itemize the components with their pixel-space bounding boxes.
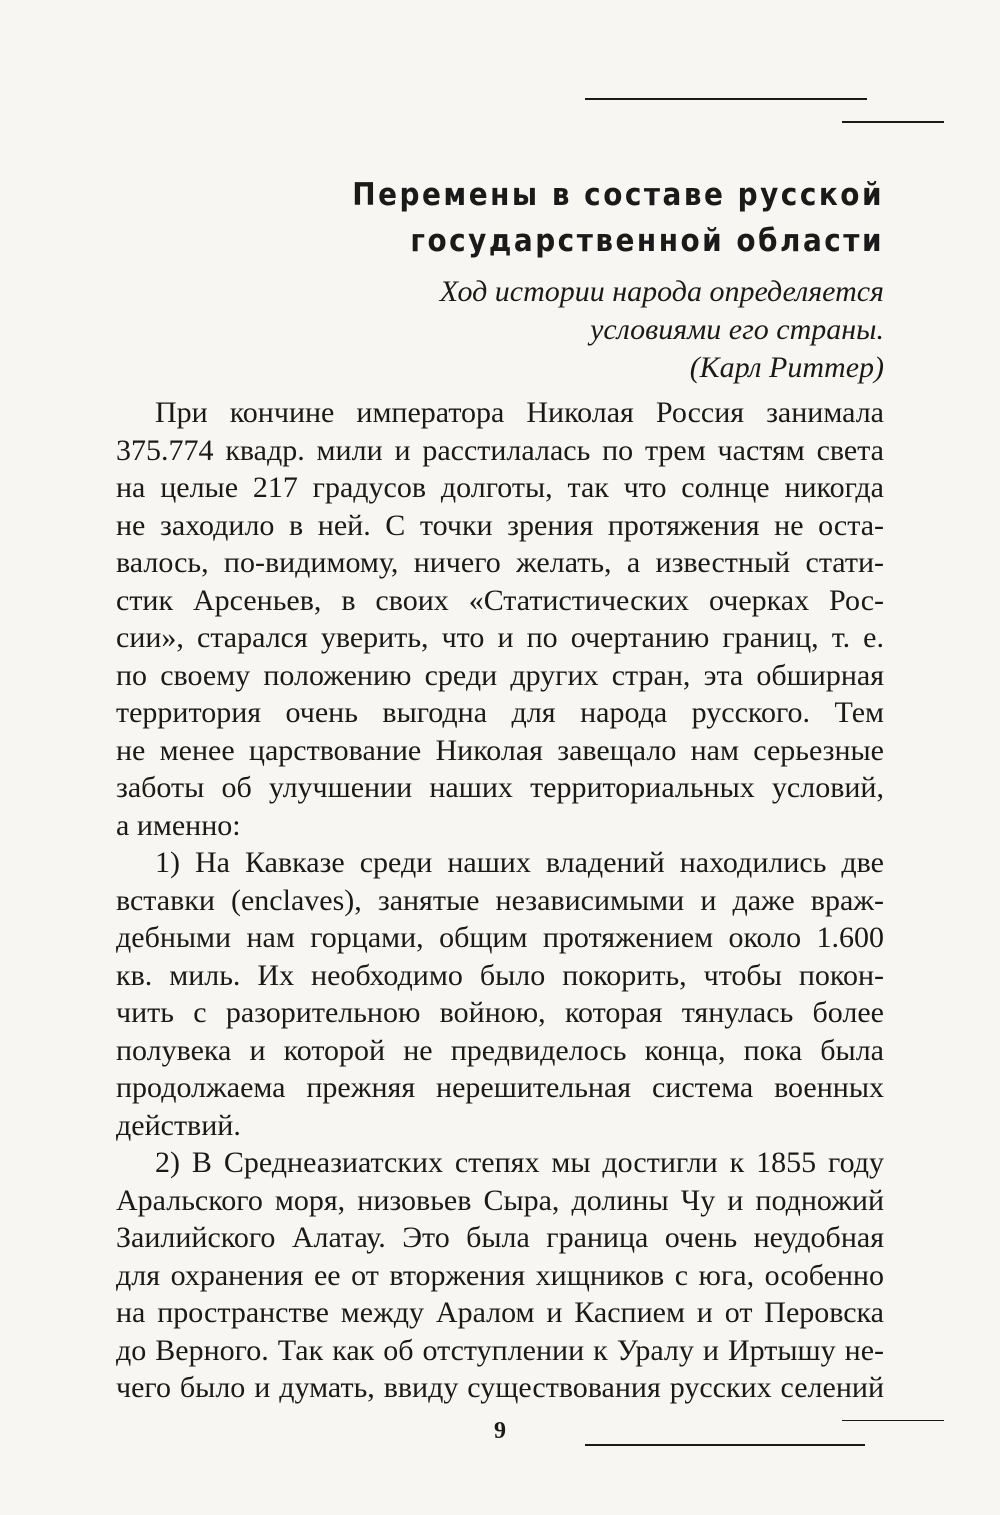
body-text xyxy=(116,394,884,1407)
text-line: дебными нам горцами, общим протяжением около 1.600 xyxy=(116,921,884,954)
text-line: валось, по-видимому, ничего желать, а известный стати- xyxy=(116,546,884,579)
text-line: чить с разорительною войною, которая тянулась более xyxy=(116,996,884,1029)
text-line: для охранения ее от вторжения хищников с юга, особенно xyxy=(116,1258,884,1292)
epigraph-line-2: условиями его страны. xyxy=(590,313,884,346)
text-line: вставки (enclaves), занятые независимыми и даже враж- xyxy=(116,883,884,917)
page-number: 9 xyxy=(494,1418,506,1444)
chapter-heading-line-1: Перемены в составе русской xyxy=(352,177,884,213)
top-rule-upper xyxy=(585,98,867,100)
epigraph-attribution: (Карл Риттер) xyxy=(689,351,884,384)
text-line: 375.774 квадр. мили и расстилалась по трем частям света xyxy=(116,433,884,467)
text-line: 1) На Кавказе среди наших владений находились две xyxy=(155,846,884,879)
text-line: продолжаема прежняя нерешительная система военных xyxy=(116,1071,884,1104)
text-line: территория очень выгодна для народа русского. Тем xyxy=(116,696,884,729)
text-line: При кончине императора Николая Россия занимала xyxy=(155,396,884,429)
text-line: 2) В Среднеазиатских степях мы достигли к 1855 году xyxy=(155,1146,884,1179)
text-line: на пространстве между Аралом и Каспием и от Перовска xyxy=(116,1296,884,1329)
text-line: до Верного. Так как об отступлении к Уралу и Иртышу не- xyxy=(116,1333,884,1367)
chapter-heading-line-2: государственной области xyxy=(410,223,884,259)
text-line: по своему положению среди других стран, эта обширная xyxy=(116,658,884,692)
text-line: кв. миль. Их необходимо было покорить, чтобы покон- xyxy=(116,958,884,992)
text-line: полувека и которой не предвиделось конца, пока была xyxy=(116,1033,884,1067)
text-line: Аральского моря, низовьев Сыра, долины Чу и подножий xyxy=(116,1183,884,1217)
chapter-heading xyxy=(352,172,884,264)
text-line: чего было и думать, ввиду существования русских селений xyxy=(116,1371,884,1404)
text-line: Заилийского Алатау. Это была граница очень неудобная xyxy=(116,1221,884,1254)
text-line: а именно: xyxy=(116,808,241,842)
epigraph xyxy=(440,273,884,387)
text-line: заботы об улучшении наших территориальных условий, xyxy=(116,771,884,804)
text-line: на целые 217 градусов долготы, так что солнце никогда xyxy=(116,471,884,504)
text-line: стик Арсеньев, в своих «Статистических очерках Рос- xyxy=(116,583,884,617)
text-line: сии», старался уверить, что и по очертанию границ, т. е. xyxy=(116,621,884,654)
epigraph-line-1: Ход истории народа определяется xyxy=(439,275,884,308)
text-line: не менее царствование Николая завещало нам серьезные xyxy=(116,733,884,767)
text-line: не заходило в ней. С точки зрения протяжения не оста- xyxy=(116,508,884,542)
top-rule-lower xyxy=(842,121,944,123)
text-line: действий. xyxy=(116,1108,241,1142)
